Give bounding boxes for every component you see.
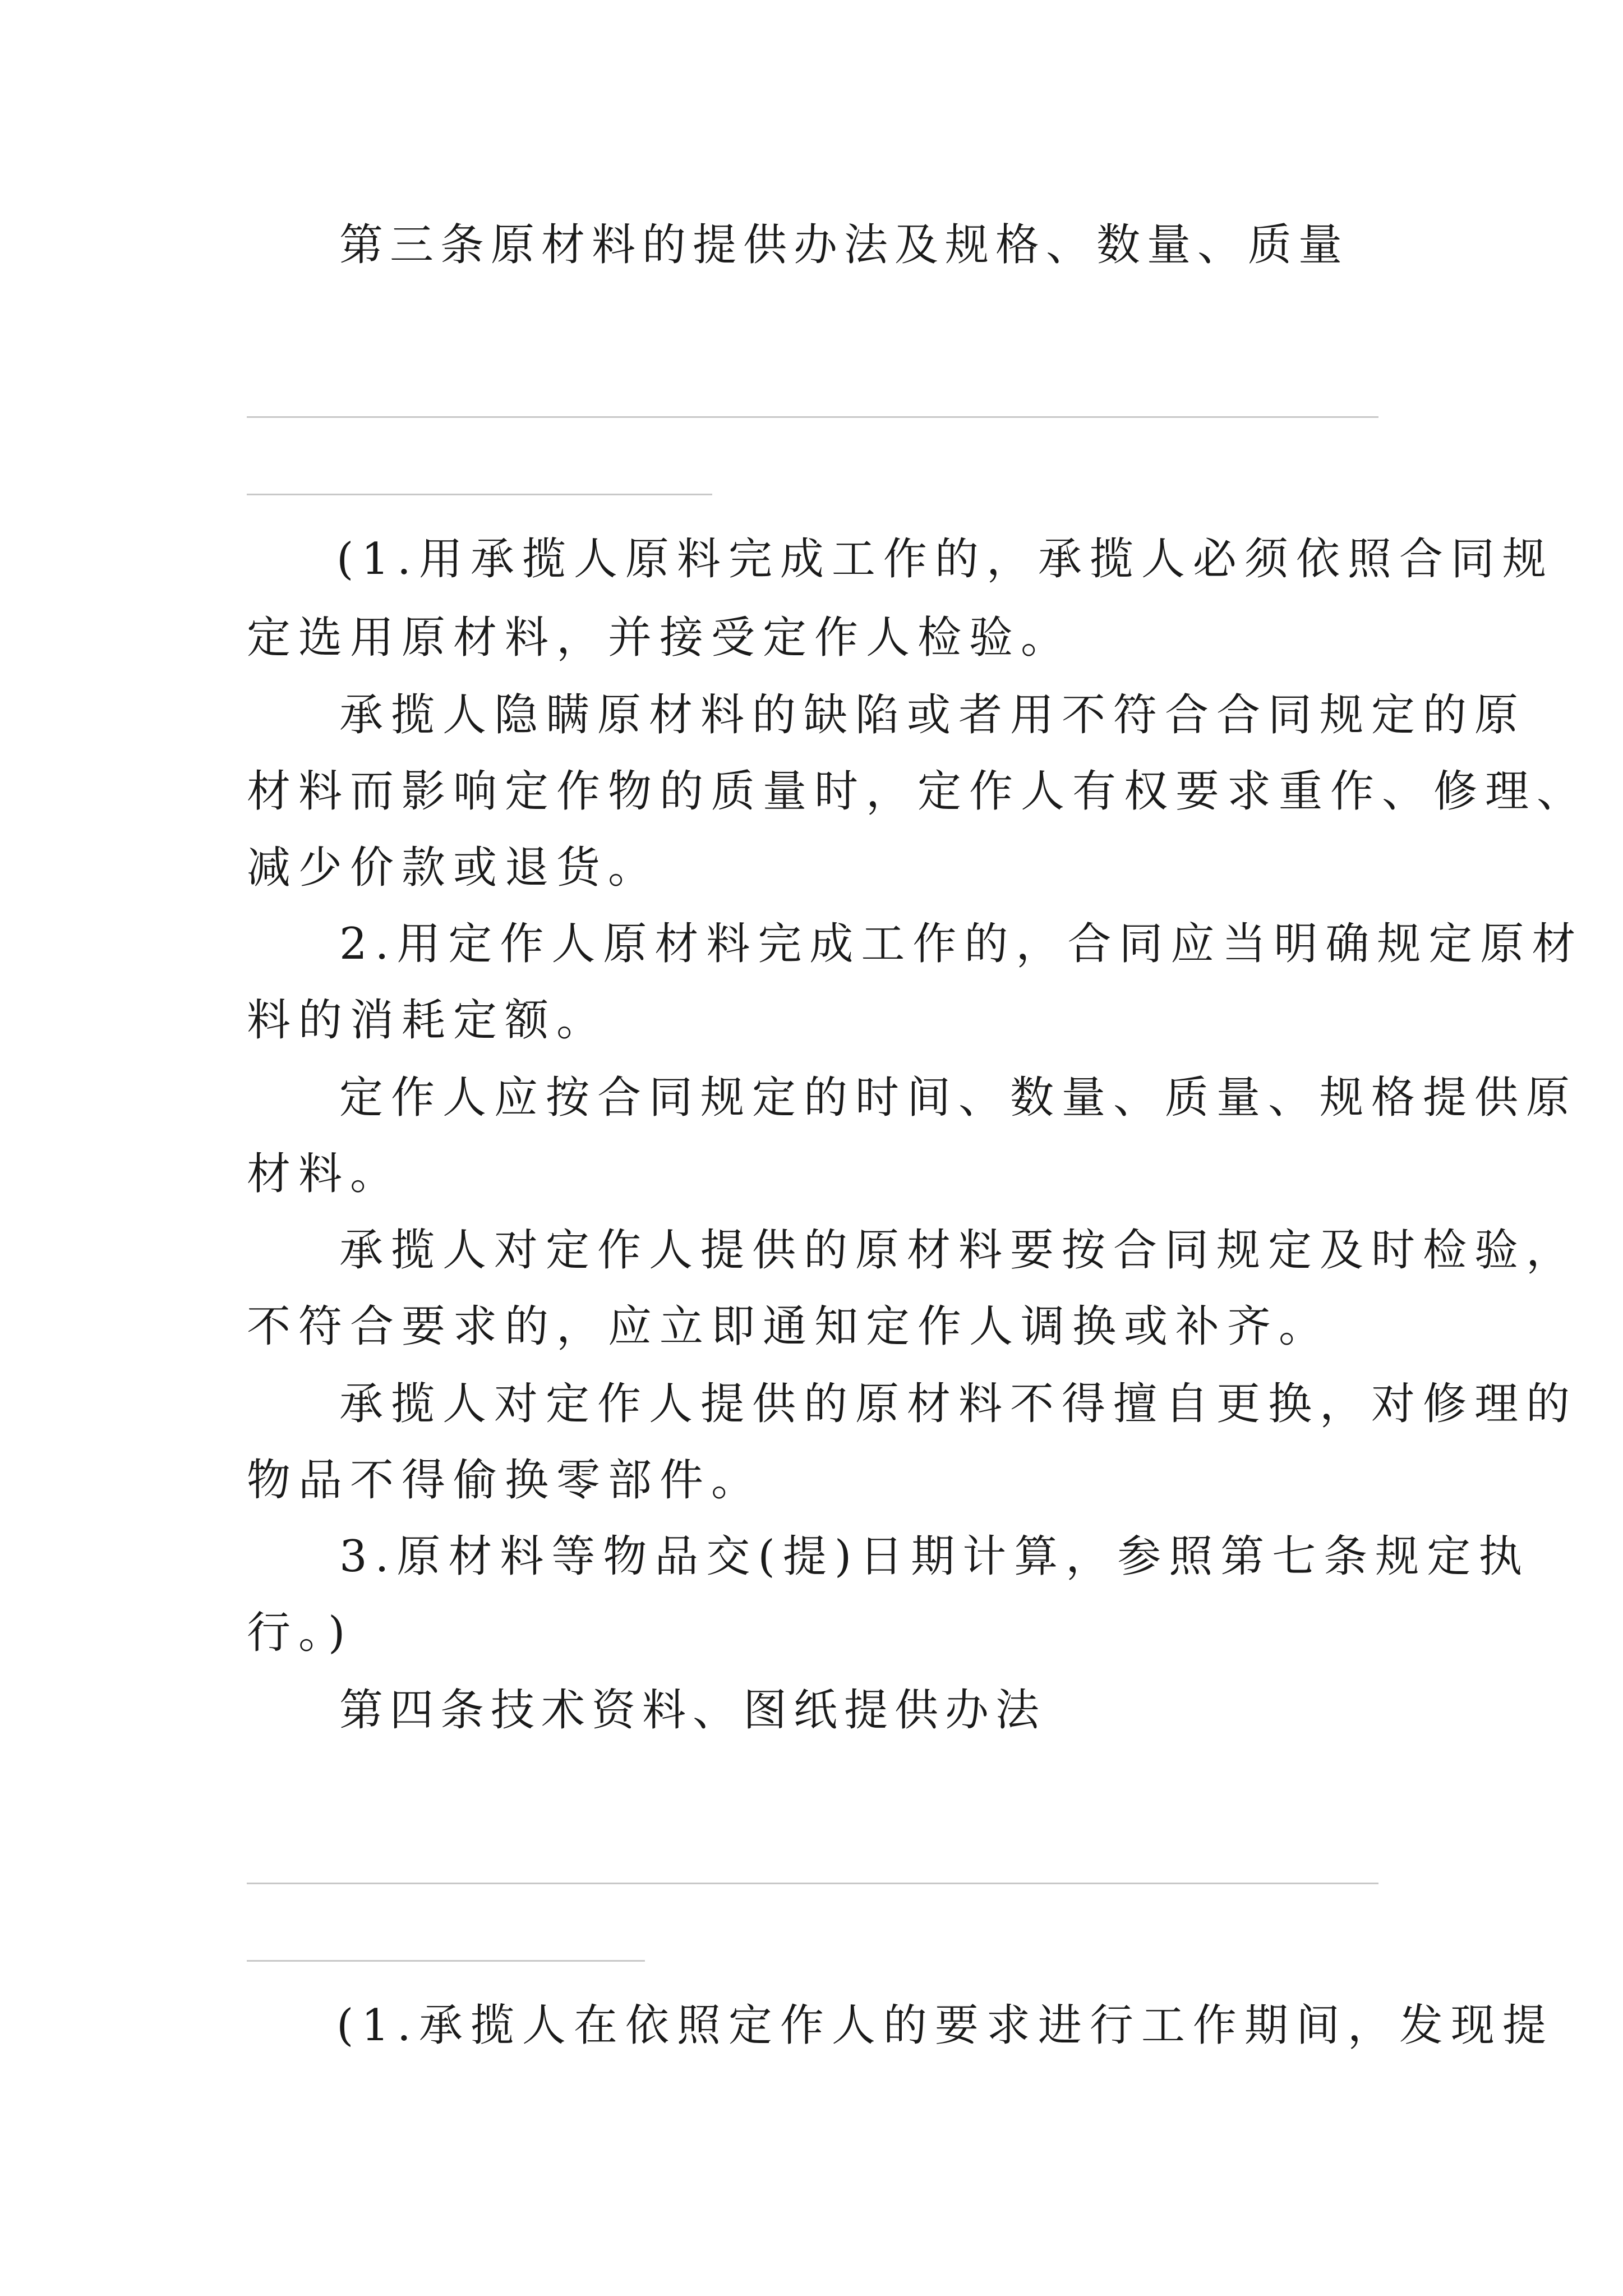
blank-fill-line <box>247 1883 1378 1884</box>
paragraph-line: 3.原材料等物品交(提)日期计算，参照第七条规定执 <box>339 1531 1530 1582</box>
paragraph-line: 定选用原材料，并接受定作人检验。 <box>247 613 1073 663</box>
paragraph-line: 2.用定作人原材料完成工作的，合同应当明确规定原材 <box>339 919 1584 969</box>
paragraph-line: 承揽人对定作人提供的原材料不得擅自更换，对修理的 <box>339 1379 1578 1429</box>
paragraph-line: (1.用承揽人原料完成工作的，承揽人必须依照合同规 <box>336 534 1554 585</box>
paragraph-line: 材料。 <box>247 1149 402 1199</box>
section-4-heading: 第四条技术资料、图纸提供办法 <box>339 1685 1046 1736</box>
paragraph-line: 物品不得偷换零部件。 <box>247 1455 763 1506</box>
paragraph-line: 行。) <box>247 1608 353 1658</box>
paragraph-line: 承揽人对定作人提供的原材料要按合同规定及时检验， <box>339 1225 1578 1276</box>
paragraph-line: 料的消耗定额。 <box>247 995 608 1046</box>
paragraph-line: 不符合要求的，应立即通知定作人调换或补齐。 <box>247 1301 1331 1352</box>
paragraph-line: 定作人应按合同规定的时间、数量、质量、规格提供原 <box>339 1073 1578 1123</box>
blank-fill-line <box>247 494 712 495</box>
paragraph-line: 材料而影响定作物的质量时，定作人有权要求重作、修理、 <box>247 766 1589 817</box>
paragraph-line: 承揽人隐瞒原材料的缺陷或者用不符合合同规定的原 <box>339 690 1527 740</box>
blank-fill-line <box>247 416 1378 418</box>
paragraph-line: 减少价款或退货。 <box>247 843 660 893</box>
paragraph-line: (1.承揽人在依照定作人的要求进行工作期间，发现提 <box>336 2000 1554 2051</box>
section-3-heading: 第三条原材料的提供办法及规格、数量、质量 <box>339 220 1349 270</box>
blank-fill-line <box>247 1960 645 1962</box>
